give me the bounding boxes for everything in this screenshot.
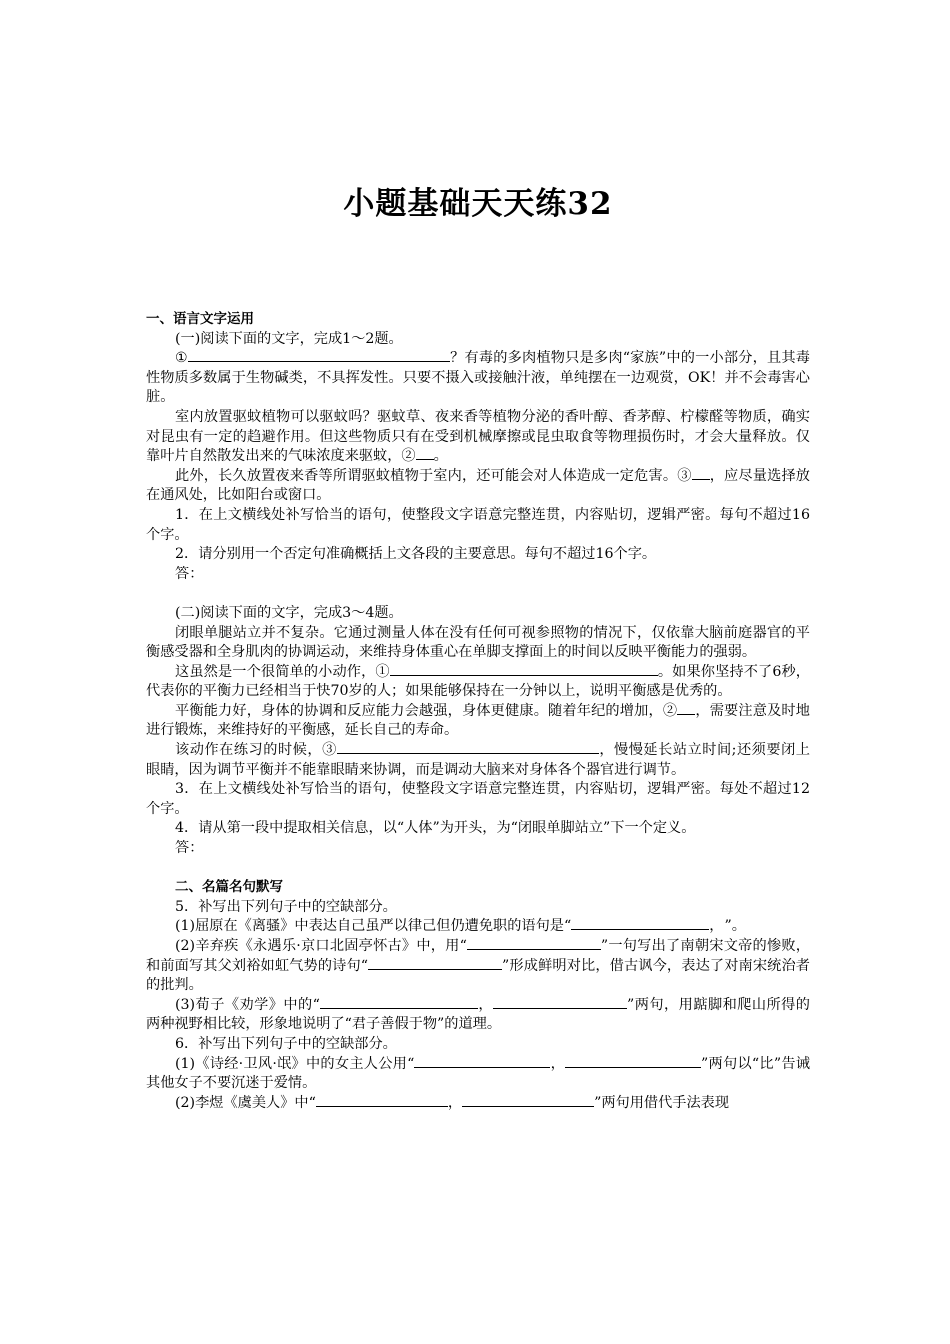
item-text: ”形成鲜明对比，借古讽今，表达了对南宋统治者的批判。 xyxy=(146,957,810,994)
item-text: ， xyxy=(477,996,494,1013)
item-text: ， xyxy=(447,1094,463,1111)
question-2: 2．请分别用一个否定句准确概括上文各段的主要意思。每句不超过16个字。 xyxy=(175,546,657,563)
recitation-item xyxy=(146,1055,810,1094)
fill-blank[interactable] xyxy=(416,447,434,460)
paragraph xyxy=(146,408,810,467)
item-text: (3)荀子《劝学》中的“ xyxy=(175,996,320,1013)
blank-marker: ② xyxy=(401,448,416,465)
item-text: ， xyxy=(709,918,724,935)
fill-blank[interactable] xyxy=(390,663,658,676)
fill-blank[interactable] xyxy=(571,917,709,930)
paragraph: 闭眼单腿站立并不复杂。它通过测量人体在没有任何可视参照物的情况下，仅依靠大脑前庭器官的平衡感受器和全身肌肉的协调运动，来维持身体重心在单脚支撑面上的时间以反映平衡能力的强弱。 xyxy=(146,624,810,661)
paragraph-text: ，应尽量选择放在通风处，比如阳台或窗口。 xyxy=(146,467,810,504)
item-text: ”。 xyxy=(724,918,746,935)
section-heading: 二、名篇名句默写 xyxy=(175,879,283,896)
part-intro: (二)阅读下面的文字，完成3～4题。 xyxy=(175,604,403,621)
item-text: ”两句，用踮脚和爬山所得的两种视野相比较，形象地说明了“君子善假于物”的道理。 xyxy=(146,996,810,1033)
question-5: 5．补写出下列句子中的空缺部分。 xyxy=(175,898,397,915)
fill-blank[interactable] xyxy=(467,937,601,950)
paragraph-text: 这虽然是一个很简单的小动作， xyxy=(175,663,376,680)
recitation-item xyxy=(146,996,810,1035)
paragraph-text: 此外，长久放置夜来香等所谓驱蚊植物于室内，还可能会对人体造成一定危害。 xyxy=(175,467,678,484)
question-1: 1．在上文横线处补写恰当的语句，使整段文字语意完整连贯，内容贴切，逻辑严密。每句不超过16个字。 xyxy=(146,506,810,543)
recitation-item xyxy=(146,937,810,996)
fill-blank[interactable] xyxy=(462,1094,594,1107)
paragraph-text: 平衡能力好，身体的协调和反应能力会越强，身体更健康。随着年纪的增加， xyxy=(175,702,663,719)
question-4: 4．请从第一段中提取相关信息，以“人体”为开头，为“闭眼单脚站立”下一个定义。 xyxy=(175,820,696,837)
item-text: ”两句用借代手法表现 xyxy=(594,1094,730,1111)
item-text: (1)屈原在《离骚》中表达自己虽严以律己但仍遭免职的语句是“ xyxy=(175,918,572,935)
blank-marker: ③ xyxy=(677,467,692,484)
recitation-item xyxy=(146,917,810,937)
recitation-item xyxy=(146,1094,810,1114)
paragraph-text: 该动作在练习的时候， xyxy=(175,742,323,759)
blank-marker: ① xyxy=(375,663,390,680)
paragraph xyxy=(146,467,810,506)
fill-blank[interactable] xyxy=(316,1094,448,1107)
item-text: ”一句写出了南朝宋文帝的惨败，和前面写其父刘裕如虹气势的诗句“ xyxy=(146,938,810,974)
paragraph xyxy=(146,349,810,408)
fill-blank[interactable] xyxy=(368,957,502,970)
section-heading: 一、语言文字运用 xyxy=(146,311,254,327)
item-text: (2)辛弃疾《永遇乐·京口北固亭怀古》中，用“ xyxy=(175,938,467,954)
paragraph-text: 。如果你坚持不了6秒，代表你的平衡力已经相当于快70岁的人；如果能够保持在一分钟以上，说明平衡感是优秀的。 xyxy=(146,663,810,700)
item-text: (1)《诗经·卫风·氓》中的女主人公用“ xyxy=(175,1055,415,1072)
document-body xyxy=(146,310,810,1113)
paragraph xyxy=(146,702,810,741)
page-title: 小题基础天天练32 xyxy=(343,186,613,222)
answer-label: 答： xyxy=(175,565,204,582)
blank-marker: ② xyxy=(662,702,678,719)
paragraph-text: 室内放置驱蚊植物可以驱蚊吗？驱蚊草、夜来香等植物分泌的香叶醇、香茅醇、柠檬醛等物质，确实对昆虫有一定的趋避作用。但这些物质只有在受到机械摩擦或昆虫取食等物理损伤时，才会大量释放。仅靠叶片自然散发出来的气味浓度来驱蚊， xyxy=(146,408,810,465)
question-3: 3．在上文横线处补写恰当的语句，使整段文字语意完整连贯，内容贴切，逻辑严密。每处不超过12个字。 xyxy=(146,781,810,817)
paragraph xyxy=(146,663,810,702)
paragraph-text: ，慢慢延长站立时间;还须要闭上眼睛，因为调节平衡并不能靠眼睛来协调，而是调动大脑来对身体各个器官进行调节。 xyxy=(146,742,810,778)
fill-blank[interactable] xyxy=(337,741,599,754)
fill-blank[interactable] xyxy=(677,702,695,715)
part-intro: (一)阅读下面的文字，完成1～2题。 xyxy=(175,330,403,347)
item-text: (2)李煜《虞美人》中“ xyxy=(175,1094,316,1111)
item-text: ， xyxy=(550,1055,566,1072)
paragraph-text: 。 xyxy=(433,448,448,465)
paragraph-text: ，需要注意及时地进行锻炼，来维持好的平衡感，延长自己的寿命。 xyxy=(146,702,810,739)
fill-blank[interactable] xyxy=(692,467,710,480)
item-text: ”两句以“比”告诫其他女子不要沉迷于爱情。 xyxy=(146,1055,810,1092)
question-6: 6．补写出下列句子中的空缺部分。 xyxy=(175,1035,397,1052)
fill-blank[interactable] xyxy=(414,1055,550,1068)
fill-blank[interactable] xyxy=(320,996,478,1009)
fill-blank[interactable] xyxy=(188,349,450,362)
blank-marker: ③ xyxy=(322,742,337,759)
blank-marker: ① xyxy=(175,350,188,367)
paragraph-text: ？有毒的多肉植物只是多肉“家族”中的一小部分，且其毒性物质多数属于生物碱类，不具挥发性。只要不摄入或接触汁液，单纯摆在一边观赏，OK！并不会毒害心脏。 xyxy=(146,350,810,406)
fill-blank[interactable] xyxy=(493,996,627,1009)
fill-blank[interactable] xyxy=(565,1055,701,1068)
answer-label: 答： xyxy=(175,840,204,857)
paragraph xyxy=(146,741,810,780)
